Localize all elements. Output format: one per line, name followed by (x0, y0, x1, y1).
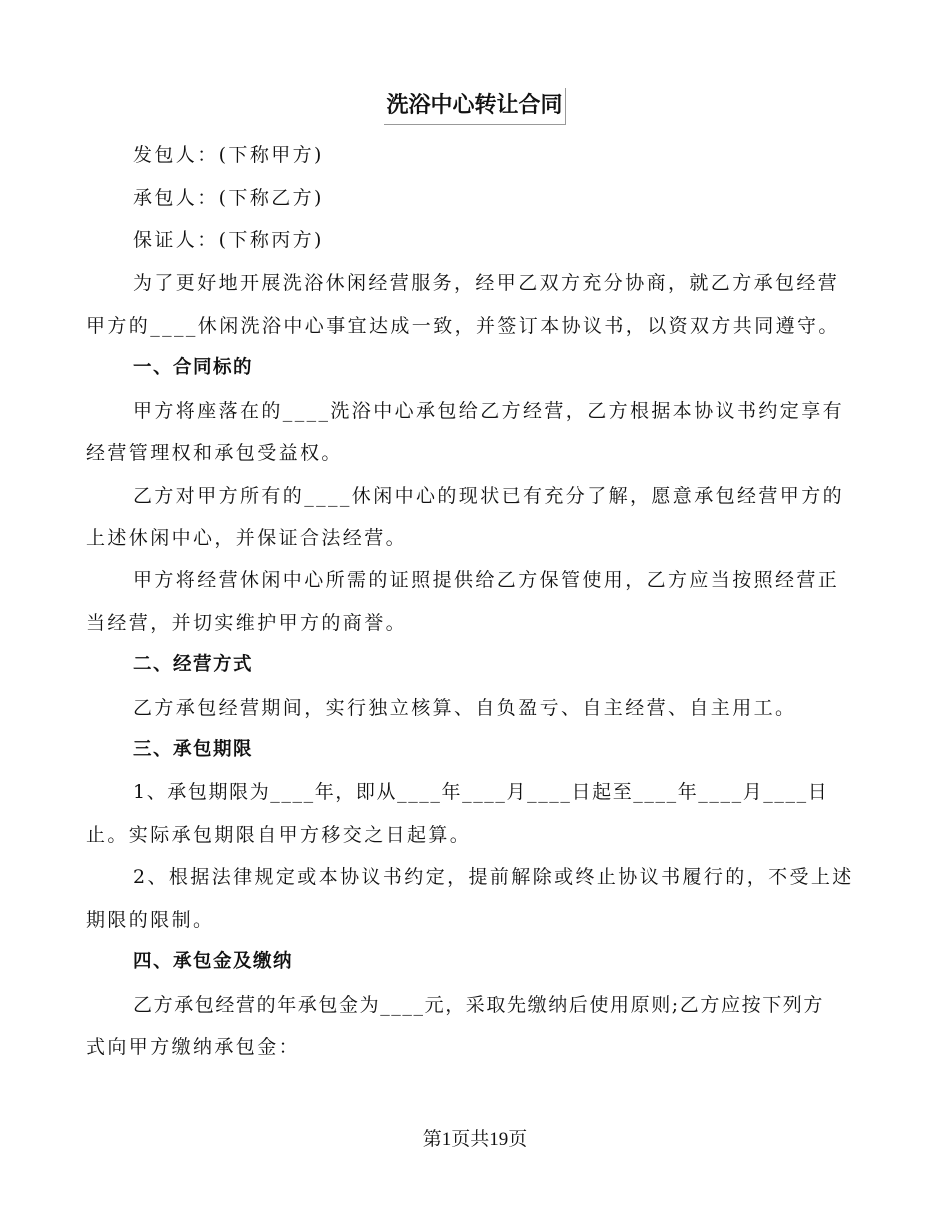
document-title (0, 88, 950, 125)
section-heading: 三、承包期限 (133, 739, 254, 760)
paragraph-line: 甲方将经营休闲中心所需的证照提供给乙方保管使用，乙方应当按照经营正 (133, 569, 840, 591)
section-heading: 一、合同标的 (133, 357, 254, 378)
paragraph-line: 上述休闲中心，并保证合法经营。 (86, 527, 408, 549)
paragraph-line: 2、根据法律规定或本协议书约定，提前解除或终止协议书履行的，不受上述 (133, 866, 854, 888)
paragraph-line: 甲方的____休闲洗浴中心事宜达成一致，并签订本协议书，以资双方共同遵守。 (86, 315, 840, 337)
paragraph-line: 1、承包期限为____年，即从____年____月____日起至____年____月____日 (133, 781, 829, 803)
party-b-line: 承包人：(下称乙方) (133, 187, 324, 209)
paragraph-line: 乙方承包经营的年承包金为____元，采取先缴纳后使用原则;乙方应按下列方 (133, 994, 825, 1016)
title-text: 洗浴中心转让合同 (384, 88, 565, 125)
paragraph-line: 当经营，并切实维护甲方的商誉。 (86, 612, 408, 634)
page-number: 第1页共19页 (422, 1129, 528, 1150)
party-a-line: 发包人：(下称甲方) (133, 144, 324, 166)
section-heading: 四、承包金及缴纳 (133, 951, 294, 972)
paragraph-line: 式向甲方缴纳承包金： (86, 1036, 301, 1058)
section-heading: 二、经营方式 (133, 654, 254, 675)
paragraph-line: 为了更好地开展洗浴休闲经营服务，经甲乙双方充分协商，就乙方承包经营 (133, 272, 840, 294)
guarantor-line: 保证人：(下称丙方) (133, 229, 324, 251)
paragraph-line: 乙方对甲方所有的____休闲中心的现状已有充分了解，愿意承包经营甲方的 (133, 485, 845, 507)
paragraph-line: 期限的限制。 (86, 909, 215, 931)
paragraph-line: 甲方将座落在的____洗浴中心承包给乙方经营，乙方根据本协议书约定享有 (133, 400, 845, 422)
paragraph-line: 止。实际承包期限自甲方移交之日起算。 (86, 824, 472, 846)
paragraph-line: 经营管理权和承包受益权。 (86, 442, 343, 464)
paragraph-line: 乙方承包经营期间，实行独立核算、自负盈亏、自主经营、自主用工。 (133, 697, 797, 719)
